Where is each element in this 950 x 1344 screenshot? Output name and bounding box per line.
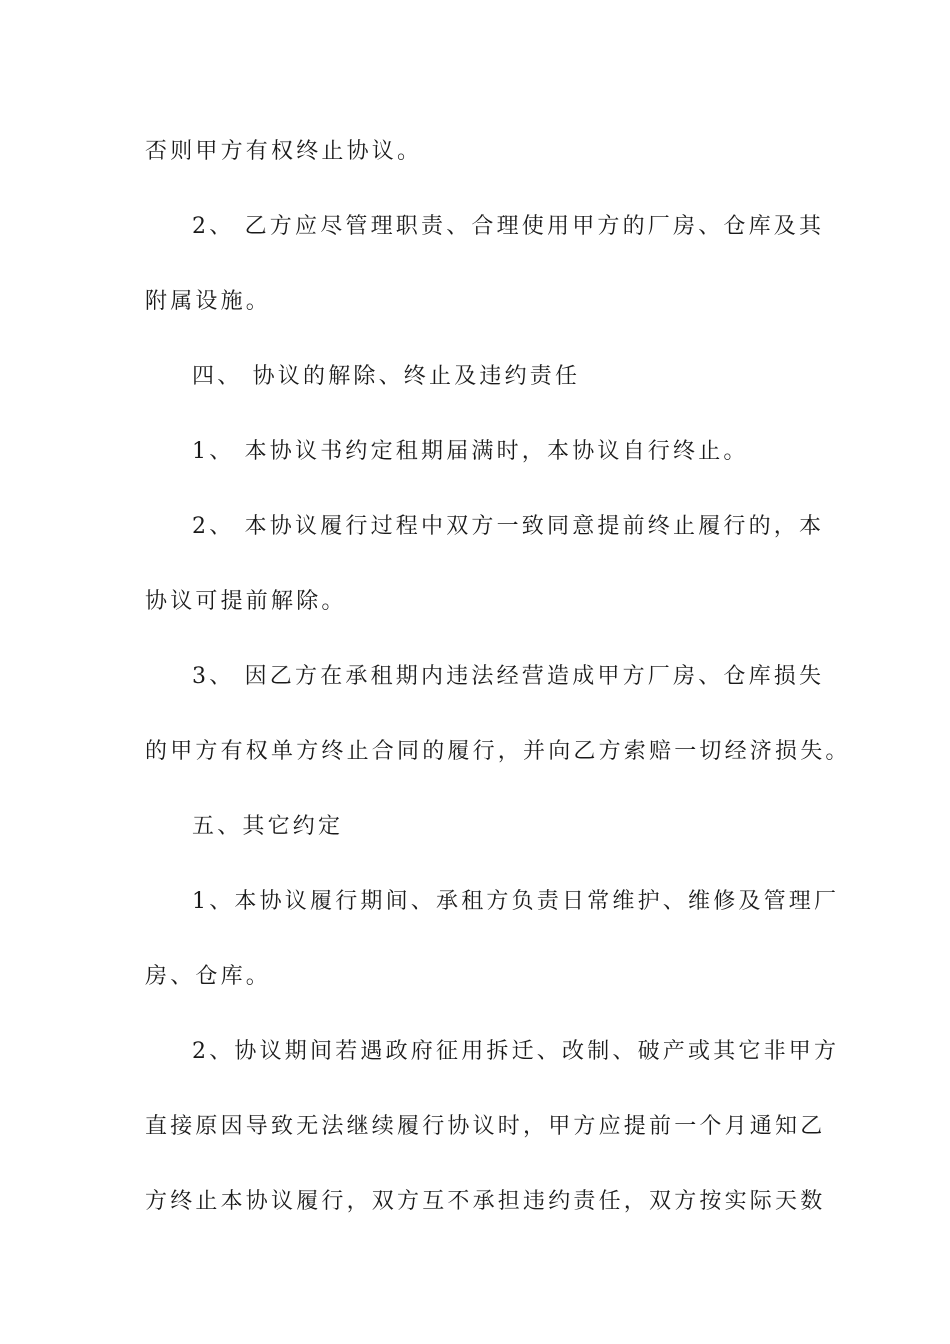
paragraph-line: 附属设施。 xyxy=(145,289,272,314)
paragraph-line: 协议可提前解除。 xyxy=(145,589,347,614)
clause-line: 3、 因乙方在承租期内违法经营造成甲方厂房、仓库损失 xyxy=(192,664,825,689)
section-heading: 五、其它约定 xyxy=(192,814,344,839)
paragraph-line: 直接原因导致无法继续履行协议时，甲方应提前一个月通知乙 xyxy=(145,1114,826,1139)
clause-line: 1、 本协议书约定租期届满时，本协议自行终止。 xyxy=(192,439,749,464)
clause-line: 2、 乙方应尽管理职责、合理使用甲方的厂房、仓库及其 xyxy=(192,214,825,239)
clause-line: 1、本协议履行期间、承租方负责日常维护、维修及管理厂 xyxy=(192,889,840,914)
section-heading: 四、 协议的解除、终止及违约责任 xyxy=(192,364,581,389)
paragraph-line: 否则甲方有权终止协议。 xyxy=(145,139,423,164)
paragraph-line: 的甲方有权单方终止合同的履行，并向乙方索赔一切经济损失。 xyxy=(145,739,851,764)
clause-line: 2、 本协议履行过程中双方一致同意提前终止履行的，本 xyxy=(192,514,825,539)
paragraph-line: 方终止本协议履行，双方互不承担违约责任，双方按实际天数 xyxy=(145,1189,826,1214)
clause-line: 2、协议期间若遇政府征用拆迁、改制、破产或其它非甲方 xyxy=(192,1039,840,1064)
paragraph-line: 房、仓库。 xyxy=(145,964,272,989)
